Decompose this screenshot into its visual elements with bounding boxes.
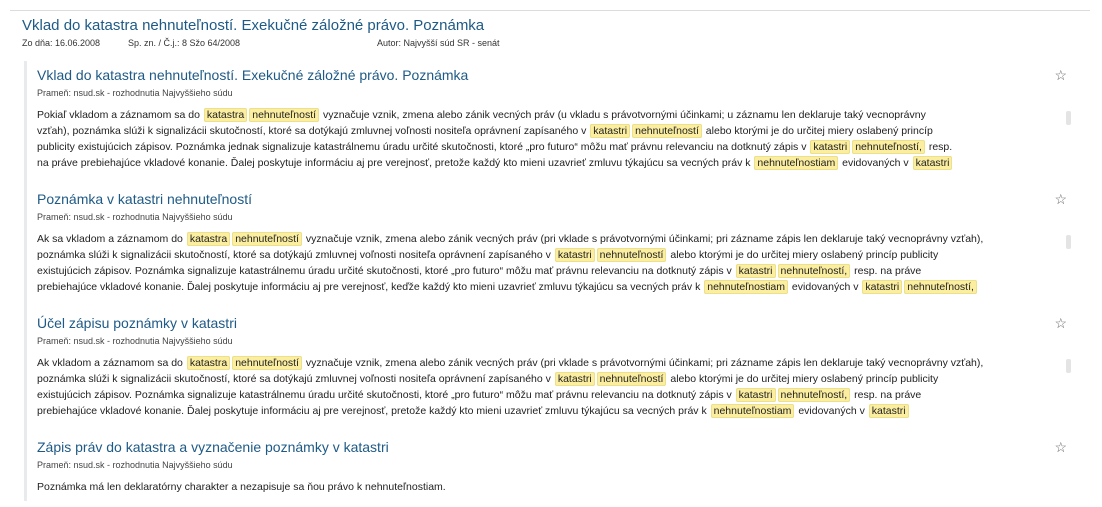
snippet-text: existujúcich zápisov. Poznámka signalizuje katastrálnemu úradu určité skutočnosti, ktoré „pro futuro“ môžu mať právnu relevanciu na dotknutý zápis v	[37, 265, 735, 277]
snippet-text: na práve prebiehajúce vkladové konanie. Ďalej poskytuje informáciu aj pre verejnosť, pretože každý kto mieni uzavrieť zmluvu týkajúcu sa vecných práv k	[37, 157, 754, 169]
snippet-text: resp.	[925, 141, 953, 153]
search-term-highlight: nehnuteľností,	[904, 280, 977, 294]
search-term-highlight: nehnuteľností	[632, 124, 702, 138]
search-term-highlight: nehnuteľností	[249, 108, 319, 122]
result-item	[37, 191, 1077, 295]
search-term-highlight: katastra	[204, 108, 247, 122]
document-title[interactable]: Vklad do katastra nehnuteľností. Exekučné záložné právo. Poznámka	[22, 17, 485, 34]
related-results-list	[24, 61, 1072, 501]
favorite-star-icon[interactable]: ☆	[1054, 67, 1067, 83]
snippet-line	[37, 279, 1059, 295]
snippet-line	[37, 355, 1059, 371]
snippet-text: alebo ktorými je do určitej miery oslabený princíp	[702, 125, 933, 137]
search-term-highlight: nehnuteľností	[232, 232, 302, 246]
snippet-line	[37, 155, 1059, 171]
snippet-text: evidovaných v	[789, 281, 862, 293]
result-title[interactable]: Vklad do katastra nehnuteľností. Exekučné záložné právo. Poznámka	[37, 67, 469, 83]
snippet-text: alebo ktorými je do určitej miery oslabený princíp publicity	[667, 249, 939, 261]
search-term-highlight: nehnuteľností,	[852, 140, 925, 154]
snippet-text: Pokiaľ vkladom a záznamom sa do	[37, 109, 203, 121]
snippet-line	[37, 387, 1059, 403]
result-snippet	[37, 479, 1059, 499]
snippet-text: prebiehajúce vkladové konanie. Ďalej poskytuje informáciu aj pre verejnosť, keďže každý kto mieni uzavrieť zmluvu týkajúcu sa vecných práv k	[37, 281, 704, 293]
search-term-highlight: katastri	[736, 388, 776, 402]
snippet-line	[37, 403, 1059, 419]
favorite-star-icon[interactable]: ☆	[1054, 439, 1067, 455]
search-term-highlight: nehnuteľností,	[778, 264, 851, 278]
search-term-highlight: katastri	[590, 124, 630, 138]
snippet-line	[37, 123, 1059, 139]
search-term-highlight: nehnuteľnostiam	[711, 404, 795, 418]
snippet-text: Ak sa vkladom a záznamom do	[37, 233, 186, 245]
snippet-text: vyznačuje vznik, zmena alebo zánik vecných práv (pri vklade s právotvornými účinkami; pri zázname zápis len deklaruje taký vecnoprávny vzťah),	[302, 357, 984, 369]
search-term-highlight: nehnuteľností,	[778, 388, 851, 402]
search-term-highlight: katastri	[810, 140, 850, 154]
search-term-highlight: katastri	[736, 264, 776, 278]
result-snippet	[37, 107, 1059, 171]
snippet-text: evidovaných v	[839, 157, 912, 169]
result-source: Prameň: nsud.sk - rozhodnutia Najvyššieho súdu	[37, 88, 233, 98]
snippet-text: prebiehajúce vkladové konanie. Ďalej poskytuje informáciu aj pre verejnosť, pretože každý kto mieni uzavrieť zmluvu týkajúcu sa vecných práv k	[37, 405, 710, 417]
result-title[interactable]: Účel zápisu poznámky v katastri	[37, 315, 237, 331]
snippet-text: resp. na práve	[851, 389, 922, 401]
snippet-scroll-indicator	[1066, 235, 1071, 249]
result-item	[37, 67, 1077, 171]
snippet-line	[37, 247, 1059, 263]
result-item	[37, 439, 1077, 499]
snippet-text: existujúcich zápisov. Poznámka signalizuje katastrálnemu úradu určité skutočnosti, ktoré „pro futuro“ môžu mať právnu relevanciu na dotknutý zápis v	[37, 389, 735, 401]
snippet-text: vzťah), poznámka slúži k signalizácii skutočností, ktoré sa dotýkajú zmluvnej voľnosti nositeľa oprávnení zapísaného v	[37, 125, 590, 137]
snippet-text: poznámka slúži k signalizácii skutočností, ktoré sa dotýkajú zmluvnej voľnosti nositeľa oprávnení zapísaného v	[37, 373, 554, 385]
search-term-highlight: katastri	[555, 248, 595, 262]
snippet-text: evidovaných v	[795, 405, 868, 417]
search-term-highlight: nehnuteľností	[597, 372, 667, 386]
result-source: Prameň: nsud.sk - rozhodnutia Najvyššieho súdu	[37, 212, 233, 222]
result-item	[37, 315, 1077, 419]
favorite-star-icon[interactable]: ☆	[1054, 191, 1067, 207]
snippet-line	[37, 263, 1059, 279]
search-term-highlight: nehnuteľnostiam	[704, 280, 788, 294]
result-snippet	[37, 355, 1059, 419]
snippet-line	[37, 371, 1059, 387]
result-source: Prameň: nsud.sk - rozhodnutia Najvyššieho súdu	[37, 336, 233, 346]
search-term-highlight: katastri	[555, 372, 595, 386]
search-term-highlight: nehnuteľnostiam	[754, 156, 838, 170]
favorite-star-icon[interactable]: ☆	[1054, 315, 1067, 331]
snippet-line	[37, 231, 1059, 247]
snippet-scroll-indicator	[1066, 111, 1071, 125]
top-divider	[10, 10, 1090, 11]
snippet-text: poznámka slúži k signalizácii skutočností, ktoré sa dotýkajú zmluvnej voľnosti nositeľa oprávnení zapísaného v	[37, 249, 554, 261]
result-title[interactable]: Zápis práv do katastra a vyznačenie poznámky v katastri	[37, 439, 389, 455]
snippet-text: publicity existujúcich zápisov. Poznámka jednak signalizuje katastrálnemu úradu určité skutočnosti, ktoré „pro futuro“ môžu mať právnu relevanciu na dotknutý zápis v	[37, 141, 810, 153]
search-term-highlight: katastri	[862, 280, 902, 294]
snippet-text: resp. na práve	[851, 265, 922, 277]
search-term-highlight: katastra	[187, 232, 230, 246]
document-file-number: Sp. zn. / Č.j.: 8 Sžo 64/2008	[128, 38, 241, 48]
document-date: Zo dňa: 16.06.2008	[22, 38, 101, 48]
search-term-highlight: katastri	[869, 404, 909, 418]
search-term-highlight: nehnuteľností	[597, 248, 667, 262]
search-term-highlight: nehnuteľností	[232, 356, 302, 370]
snippet-scroll-indicator	[1066, 359, 1071, 373]
result-title[interactable]: Poznámka v katastri nehnuteľností	[37, 191, 252, 207]
snippet-line	[37, 107, 1059, 123]
snippet-line	[37, 139, 1059, 155]
snippet-line	[37, 479, 1059, 495]
snippet-text: alebo ktorými je do určitej miery oslabený princíp publicity	[667, 373, 939, 385]
search-term-highlight: katastri	[913, 156, 953, 170]
document-author: Autor: Najvyšší súd SR - senát	[377, 38, 500, 48]
snippet-text: Ak vkladom a záznamom sa do	[37, 357, 186, 369]
result-snippet	[37, 231, 1059, 295]
snippet-text: vyznačuje vznik, zmena alebo zánik vecných práv (u vkladu s právotvornými účinkami; u záznamu len deklaruje taký vecnoprávny	[320, 109, 926, 121]
search-term-highlight: katastra	[187, 356, 230, 370]
snippet-text: Poznámka má len deklaratórny charakter a nezapisuje sa ňou právo k nehnuteľnostiam.	[37, 481, 446, 493]
result-source: Prameň: nsud.sk - rozhodnutia Najvyššieho súdu	[37, 460, 233, 470]
snippet-text: vyznačuje vznik, zmena alebo zánik vecných práv (pri vklade s právotvornými účinkami; pri zázname zápis len deklaruje taký vecnoprávny vzťah),	[302, 233, 984, 245]
